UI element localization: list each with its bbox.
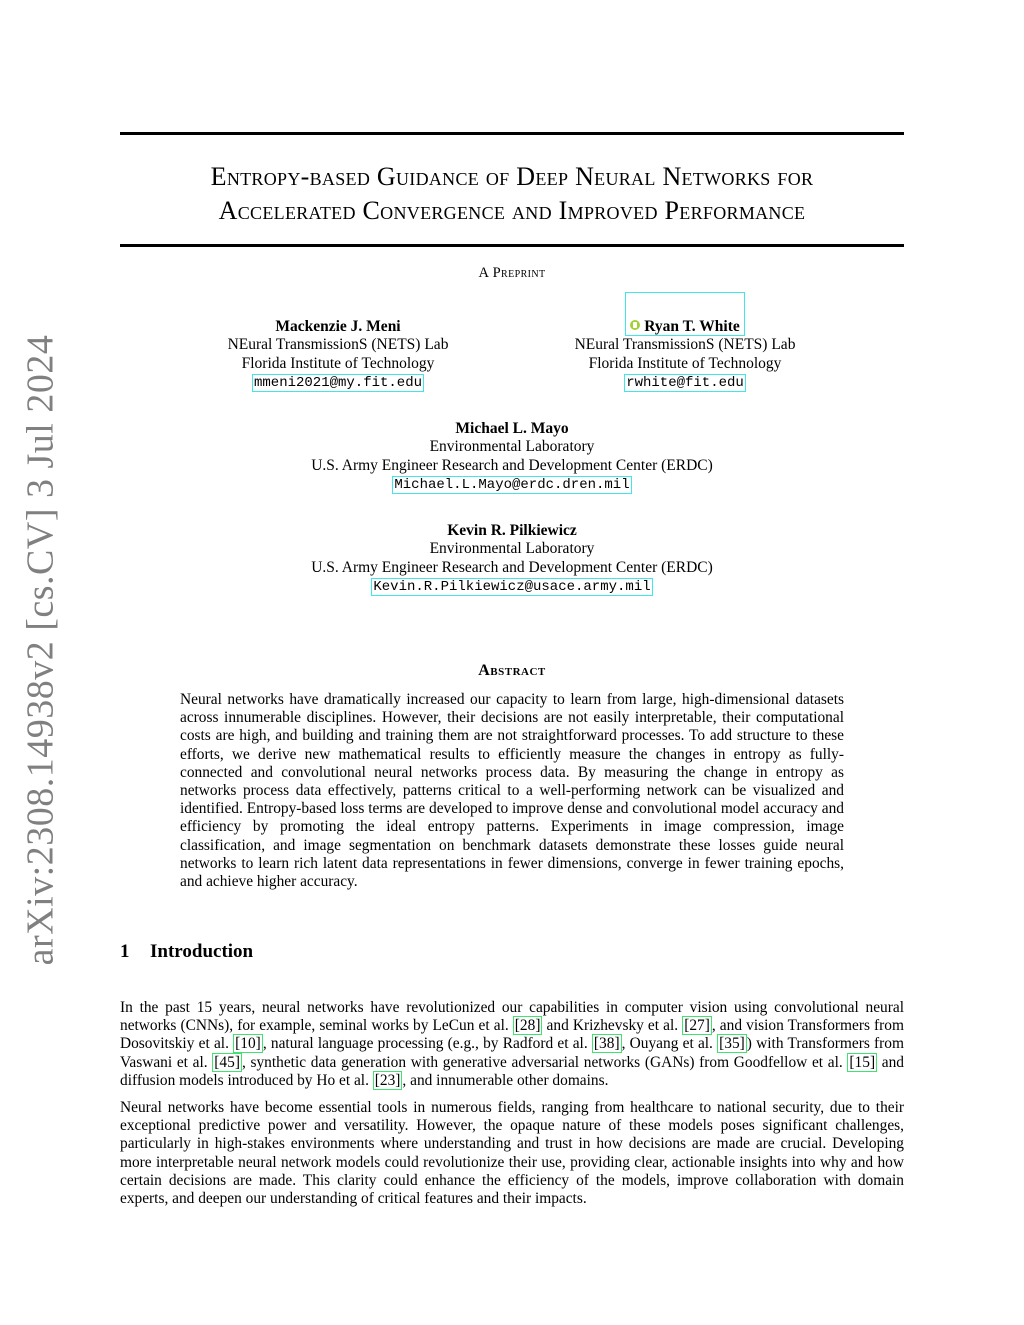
paragraph-text: , and vision Transformers from Dosovitskiy et al.: [120, 1017, 904, 1053]
author-affiliation-institute: U.S. Army Engineer Research and Development Center (ERDC): [311, 456, 713, 474]
author-block-pilkiewicz: [212, 522, 812, 596]
citation-link[interactable]: [38]: [593, 1035, 620, 1053]
author-affiliation-institute: Florida Institute of Technology: [588, 354, 782, 372]
arxiv-identifier-stamp: [19, 334, 61, 966]
author-affiliation-lab: Environmental Laboratory: [429, 540, 595, 558]
paper-title-line-1: Entropy-based Guidance of Deep Neural Networks for: [210, 162, 814, 191]
citation-link[interactable]: [35]: [719, 1035, 745, 1053]
title-top-rule: [120, 132, 904, 135]
paragraph-text: and Krizhevsky et al.: [542, 1017, 683, 1035]
preprint-label: A Preprint: [478, 265, 546, 281]
paper-title: [120, 160, 904, 228]
author-name-row: [537, 318, 833, 336]
paragraph-text: , natural language processing (e.g., by Radford et al.: [262, 1035, 592, 1053]
orcid-icon[interactable]: [630, 320, 640, 330]
citation-link[interactable]: [10]: [235, 1035, 261, 1053]
citation-link[interactable]: [28]: [514, 1017, 541, 1035]
author-name: Michael L. Mayo: [455, 420, 569, 437]
paragraph-text: In the past 15 years, neural networks have revolutionized our capabilities in computer vision using convolutional neural networks (CNNs), for example, seminal works by LeCun et al.: [120, 999, 904, 1035]
abstract-heading: Abstract: [478, 662, 546, 679]
author-email-link[interactable]: mmeni2021@my.fit.edu: [253, 375, 423, 392]
author-name: Ryan T. White: [644, 318, 740, 335]
title-bottom-rule: [120, 244, 904, 247]
author-name: Mackenzie J. Meni: [275, 318, 401, 335]
author-email-link[interactable]: rwhite@fit.edu: [626, 375, 744, 392]
section-heading: [120, 941, 253, 963]
author-affiliation-lab: NEural TransmissionS (NETS) Lab: [227, 336, 449, 354]
author-name: Kevin R. Pilkiewicz: [447, 522, 577, 539]
author-affiliation-lab: Environmental Laboratory: [429, 438, 595, 456]
intro-paragraph-2: Neural networks have become essential tools in numerous fields, ranging from healthcare to national security, due to their exceptional predictive power and versatility. However, the opaque nature of these models poses significant challenges, particularly in high-stakes environments where understanding and trust in how decisions are made are crucial. Developing more interpretable neural network models could revolutionize their use, providing clear, actionable insights into why and how certain decisions are made. This clarity could enhance the efficiency of the models, improve collaboration with domain experts, and deepen our understanding of critical features and their impacts.: [120, 1099, 904, 1208]
author-block-meni: [190, 318, 486, 392]
paragraph-text: , and innumerable other domains.: [402, 1071, 609, 1089]
paragraph-text: , Ouyang et al.: [621, 1035, 718, 1053]
author-affiliation-institute: Florida Institute of Technology: [241, 354, 435, 372]
paragraph-text: and diffusion models introduced by Ho et al.: [120, 1053, 904, 1089]
section-number: 1: [120, 941, 130, 962]
author-block-mayo: [212, 420, 812, 494]
intro-paragraph-1: [120, 999, 904, 1090]
citation-link[interactable]: [45]: [214, 1053, 240, 1071]
author-email-link[interactable]: Michael.L.Mayo@erdc.dren.mil: [394, 477, 630, 494]
citation-link[interactable]: [23]: [374, 1071, 401, 1089]
citation-link[interactable]: [15]: [849, 1053, 876, 1071]
arxiv-identifier-text: arXiv:2308.14938v2 [cs.CV] 3 Jul 2024: [19, 334, 61, 966]
abstract-text: Neural networks have dramatically increased our capacity to learn from large, high-dimensional datasets across innumerable disciplines. However, their decisions are not easily interpretable, their computational costs are high, and building and training them are not straightforward processes. To add structure to these efforts, we derive new mathematical results to efficiently measure the changes in entropy as fully-connected and convolutional neural networks process data. By measuring the change in entropy as networks process data effectively, patterns critical to a well-performing network can be visualized and identified. Entropy-based loss terms are developed to improve dense and convolutional model accuracy and efficiency by promoting the ideal entropy patterns. Experiments in image compression, image classification, and image segmentation on benchmark datasets demonstrate these losses guide neural networks to learn rich latent data representations in fewer dimensions, converge in fewer training epochs, and achieve higher accuracy.: [180, 691, 844, 891]
author-block-white: [537, 318, 833, 392]
paper-title-line-2: Accelerated Convergence and Improved Performance: [218, 196, 806, 225]
author-affiliation-institute: U.S. Army Engineer Research and Development Center (ERDC): [311, 558, 713, 576]
author-email-link[interactable]: Kevin.R.Pilkiewicz@usace.army.mil: [373, 579, 651, 596]
paragraph-text: ) with Transformers from Vaswani et al.: [120, 1035, 904, 1071]
section-title: Introduction: [150, 941, 254, 962]
paragraph-text: , synthetic data generation with generative adversarial networks (GANs) from Goodfellow et al.: [241, 1053, 848, 1071]
citation-link[interactable]: [27]: [684, 1017, 710, 1035]
author-affiliation-lab: NEural TransmissionS (NETS) Lab: [574, 336, 796, 354]
